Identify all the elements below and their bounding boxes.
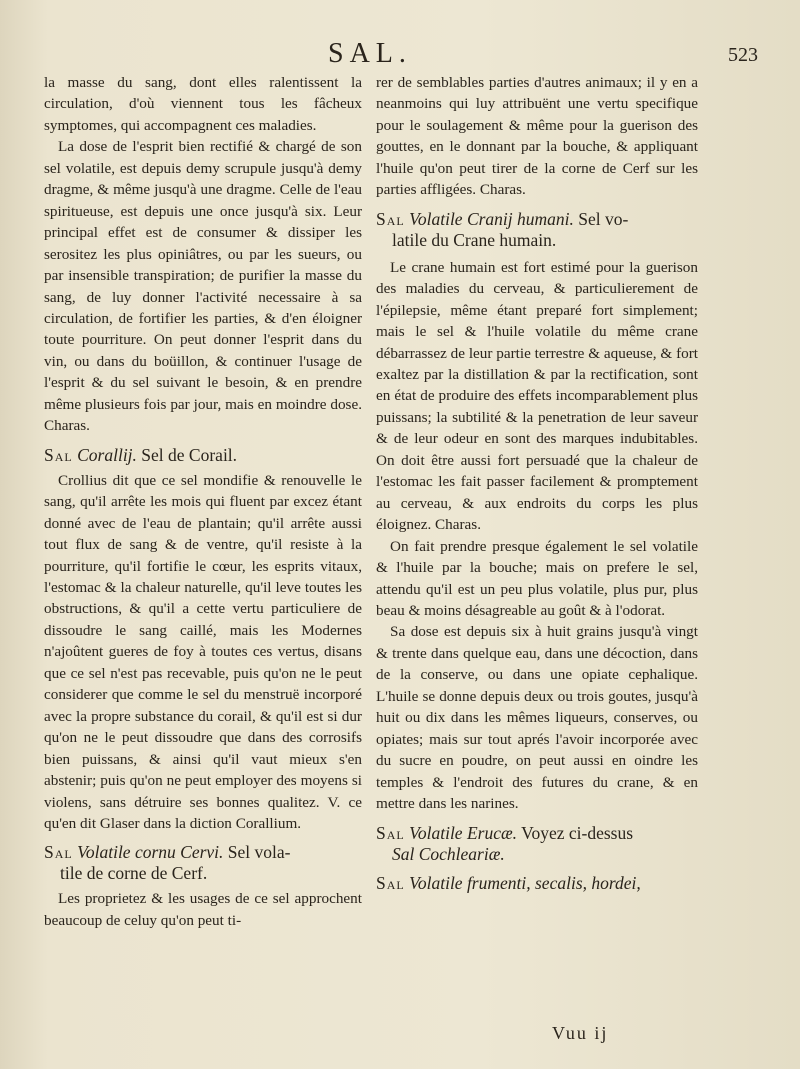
entry-latin-name: Corallij. [77, 444, 137, 465]
signature-mark: Vuu ij [552, 1023, 609, 1043]
paragraph: La dose de l'esprit bien rectifié & chargé de son sel volatile, est depuis demy scrupule jusqu'à demy dragme, & même jusqu'à une dragme. Celle de l'eau spiritueuse, est depuis une once jusqu'à six. Leur principal effet est de consumer & dissiper les serositez les plus opiniâtres, ou par les sueurs, ou par insensible transpiration; de purifier la masse du sang, de luy donner l'activité necessaire à sa circulation, de fortifier les parties, & d'en éloigner toute pourriture. On peut donner l'esprit dans du vin, ou dans du boüillon, & continuer l'usage de l'esprit & du sel suivant le besoin, & en prendre même plusieurs fois par jour, mais en moindre dose. Charas. [44, 138, 362, 435]
entry-latin-name: Volatile Erucæ. [409, 822, 518, 843]
entry-sal-word: Sal [376, 872, 405, 893]
entry-sal-word: Sal [376, 822, 405, 843]
paragraph: Les proprietez & les usages de ce sel approchent beaucoup de celuy qu'on peut ti- [44, 890, 362, 929]
entry-french-name: Sel vo- [578, 208, 629, 229]
entry-french-name-cont: tile de corne de Cerf. [60, 863, 208, 884]
entry-sal-word: Sal [44, 842, 73, 863]
right-column [376, 72, 698, 900]
entry-sal-word: Sal [44, 444, 73, 465]
entry-heading [376, 873, 698, 894]
entry-heading [44, 445, 362, 466]
entry-cross-reference: Sal Cochleariæ. [392, 843, 505, 864]
paragraph: On fait prendre presque également le sel volatile & l'huile par la bouche; mais on prefere le sel, attendu qu'il est un peu plus volatile, plus pur, plus beau & moins désagreable au goût & à l'odorat. [376, 537, 698, 619]
paragraph: la masse du sang, dont elles ralentissent la circulation, d'où viennent tous les fâcheux symptomes, qui accompagnent ces maladies. [44, 74, 362, 134]
page-number: 523 [728, 44, 758, 66]
paragraph: Sa dose est depuis six à huit grains jusqu'à vingt & trente dans quelque eau, dans une décoction, dans de la conserve, ou dans une opiate cephalique. L'huile se donne depuis deux ou trois goutes, jusqu'à huit ou dix dans les mêmes liqueurs, conserves, ou opiates; mais sur tout aprés l'avoir incorporée avec du sucre en poudre, on peut aussi en oindre les temples & l'endroit des futures du crane, & en mettre dans les narines. [376, 623, 698, 813]
entry-french-name: Voyez ci-dessus [521, 822, 634, 843]
entry-french-name-cont: latile du Crane humain. [392, 229, 557, 250]
page-header [0, 38, 800, 72]
entry-french-name: Sel de Corail. [141, 444, 238, 465]
entry-heading [376, 823, 698, 865]
left-column [44, 72, 362, 931]
entry-latin-name: Volatile cornu Cervi. [77, 842, 224, 863]
entry-heading [376, 209, 698, 251]
paragraph: Crollius dit que ce sel mondifie & renouvelle le sang, qu'il arrête les mois qui fluent par excez étant donné avec de l'eau de plantain; qu'il arrête aussi tout flux de sang & de ventre, qu'il resiste à la pourriture, qu'il fortifie le cœur, les esprits vitaux, l'estomac & la chaleur naturelle, qu'il leve toutes les obstructions, & qu'il a cette vertu particuliere de dissoudre le sang caillé, mais les Modernes n'ajoûtent gueres de foy à toutes ces vertus, disans que ce sel n'est pas recevable, puis qu'on ne le peut considerer que comme le sel du menstruë incorporé avec la propre substance du corail, & qu'il est si dur qu'on ne le peut dissoudre que dans des corrosifs bien puissans, & ainsi qu'il vaut mieux s'en abstenir; puis qu'on ne peut employer des moyens si violens, sans détruire ses bonnes qualitez. V. ce qu'en dit Glaser dans la diction Corallium. [44, 471, 362, 832]
paragraph: rer de semblables parties d'autres animaux; il y en a neanmoins qui luy attribuënt une vertu specifique pour le soulagement & même pour la guerison des gouttes, en le donnant par la bouche, & appliquant l'huile qu'on peut tirer de la corne de Cerf sur les parties affligées. Charas. [376, 74, 698, 199]
entry-sal-word: Sal [376, 208, 405, 229]
paragraph: Le crane humain est fort estimé pour la guerison des maladies du cerveau, & particulierement de l'épilepsie, même étant preparé fort simplement; mais le sel & l'huile volatile du même crane débarrassez de leur partie terrestre & aqueuse, & fort exaltez par la distillation & par la rectification, sont en état de produire des effets incomparablement plus puissans; la subtilité & la penetration de leur saveur & de leur odeur en sont des marques indubitables. On doit être aussi fort persuadé que la chaleur de l'estomac les fait passer facilement & promptement au cerveau, & aux endroits du corps les plus éloignez. Charas. [376, 258, 698, 534]
running-head: SAL. [328, 38, 412, 69]
entry-heading [44, 842, 362, 884]
entry-french-name: Sel vola- [227, 842, 291, 863]
entry-latin-name: Volatile Cranij humani. [409, 208, 574, 229]
entry-latin-name: Volatile frumenti, secalis, hordei, [409, 872, 641, 893]
